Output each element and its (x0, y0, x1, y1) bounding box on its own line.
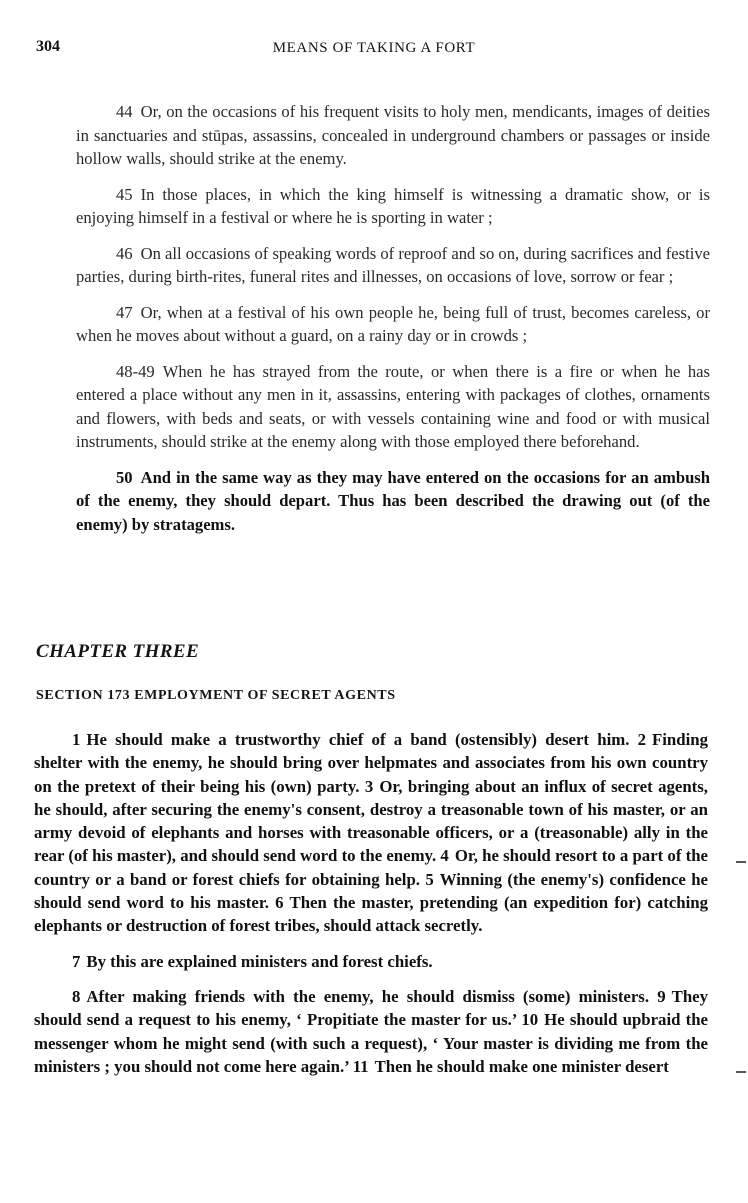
verse-44 (76, 100, 710, 171)
verses-block (76, 100, 710, 548)
sentence-number: 4 (440, 846, 449, 866)
verse-text: Or, when at a festival of his own people he, being full of trust, becomes careless, or when he moves about without a guard, on a rainy day or in crowds ; (76, 302, 710, 345)
verse-text: In those places, in which the king himself is witnessing a dramatic show, or is enjoying himself in a festival or where he is sporting in water ; (76, 184, 710, 227)
sentence-text: After making friends with the enemy, he should dismiss (some) ministers. (86, 986, 650, 1006)
sentence-number: 10 (521, 1010, 539, 1030)
sentence-text: By this are explained ministers and forest chiefs. (86, 951, 433, 971)
sentence-text: He should upbraid the messenger whom he might send (with such a request), ‘ Your master is dividing me from the ministers ; you should not come here again.’ (34, 1010, 709, 1076)
sentence-text: Then the master, pretending (an expedition for) catching elephants or destruction of forest tribes, should attack secretly. (34, 893, 709, 936)
verse-number: 46 (116, 243, 133, 263)
sentence-number: 7 (72, 951, 81, 971)
sentence-text: Then he should make one minister desert (374, 1056, 669, 1076)
sentence-number: 1 (72, 730, 81, 749)
chapter-title: CHAPTER THREE (36, 641, 200, 662)
section-title: SECTION 173 EMPLOYMENT OF SECRET AGENTS (36, 688, 396, 703)
section-paragraph (34, 728, 708, 938)
verse-text: When he has strayed from the route, or when there is a fire or when he has entered a place without any men in it, assassins, entering with packages of clothes, ornaments and flowers, with beds and seats, or with vessels containing wine and food or with musical instruments, should strike at the enemy along with those employed there beforehand. (76, 361, 710, 451)
section-paragraph (34, 985, 708, 1078)
verse-45 (76, 183, 710, 230)
verse-47 (76, 301, 710, 348)
verse-50 (76, 466, 710, 537)
verse-number: 50 (116, 467, 133, 487)
sentence-number: 11 (352, 1056, 369, 1076)
section-body (34, 728, 708, 1090)
verse-number: 48-49 (116, 361, 155, 381)
verse-number: 47 (116, 302, 133, 322)
sentence-number: 9 (657, 986, 666, 1006)
sentence-text: Or, bringing about an influx of secret agents, he should, after securing the enemy's consent, destroy a treasonable town of his master, or an army devoid of elephants and horses with treasonable officers, or a (treasonable) ally in the rear (of his master), and should send word to the enemy. (34, 776, 708, 866)
page-number: 304 (36, 38, 60, 55)
sentence-text: He should make a trustworthy chief of a band (ostensibly) desert him. (86, 730, 630, 749)
sentence-number: 2 (637, 730, 647, 749)
sentence-text: Winning (the enemy's) confidence he should send word to his master. (34, 869, 708, 913)
verse-46 (76, 242, 710, 289)
sentence-text: Finding shelter with the enemy, he should bring over helpmates and associates from his own country on the pretext of their being his (own) party. (34, 730, 708, 796)
sentence-text: They should send a request to his enemy, ‘ Propitiate the master for us.’ (34, 986, 708, 1030)
sentence-text: Or, he should resort to a part of the country or a band or forest chiefs for obtaining help. (34, 846, 708, 889)
verse-text: And in the same way as they may have entered on the occasions for an ambush of the enemy, they should depart. Thus has been described the drawing out (of the enemy) by stratagems. (76, 467, 710, 534)
page-header (36, 38, 712, 60)
sentence-number: 6 (275, 893, 284, 913)
margin-mark (736, 1071, 746, 1073)
verse-number: 45 (116, 184, 133, 204)
verse-48-49 (76, 360, 710, 454)
verse-number: 44 (116, 102, 133, 121)
verse-text: Or, on the occasions of his frequent visits to holy men, mendicants, images of deities in sanctuaries and stūpas, assassins, concealed in underground chambers or passages or inside hollow walls, should strike at the enemy. (76, 102, 710, 168)
sentence-number: 8 (72, 986, 81, 1006)
sentence-number: 5 (425, 869, 434, 889)
margin-mark (736, 861, 746, 863)
sentence-number: 3 (364, 776, 374, 796)
running-head: MEANS OF TAKING A FORT (272, 40, 476, 56)
verse-text: On all occasions of speaking words of reproof and so on, during sacrifices and festive parties, during birth-rites, funeral rites and illnesses, on occasions of love, sorrow or fear ; (76, 243, 710, 286)
section-paragraph (34, 950, 708, 973)
